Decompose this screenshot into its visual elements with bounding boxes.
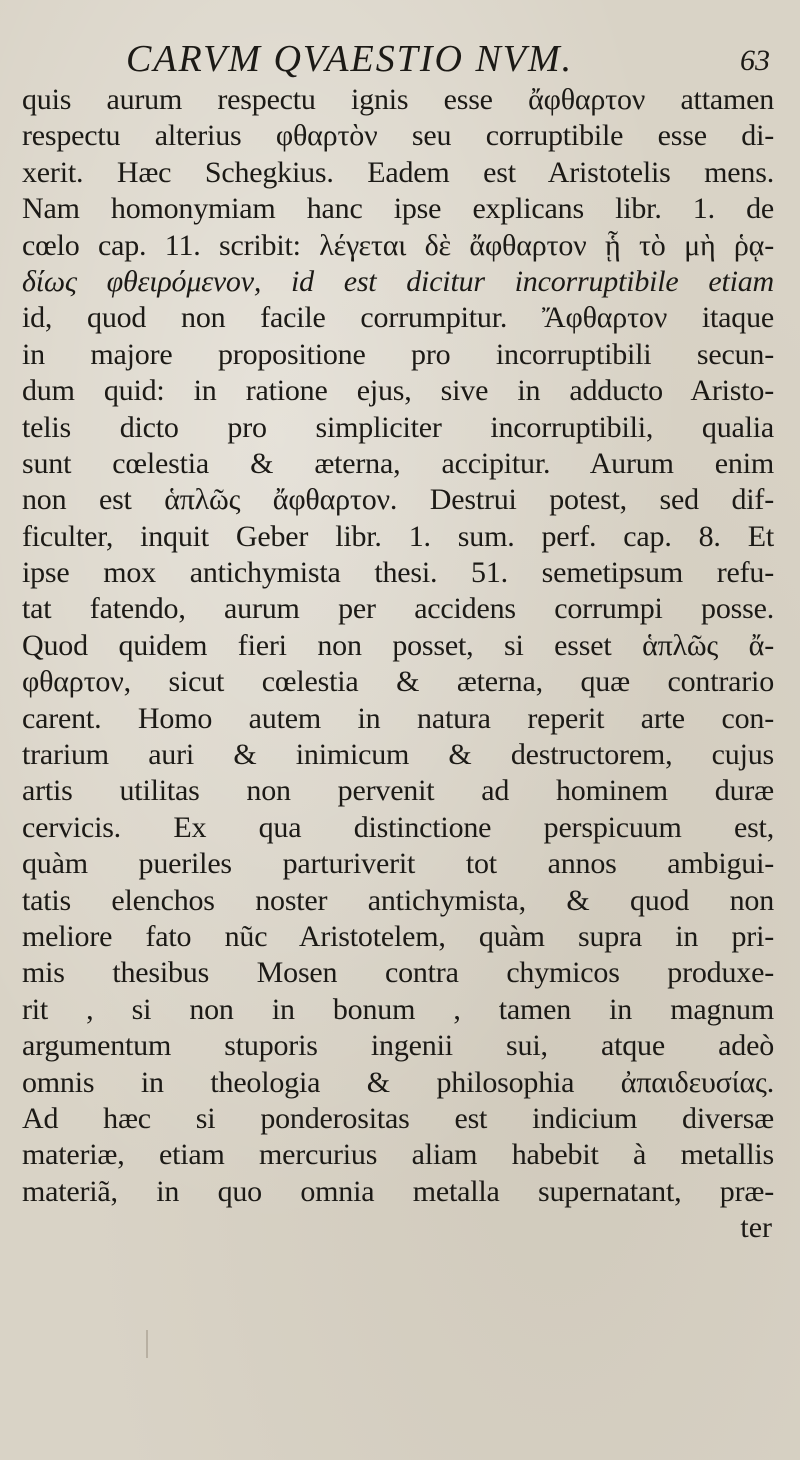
text-line: Nam homonymiam hanc ipse explicans libr. 1. de <box>22 192 774 226</box>
text-line: tat fatendo, aurum per accidens corrumpi posse. <box>22 592 774 626</box>
text-line: mis thesibus Mosen contra chymicos produxe- <box>22 956 774 990</box>
text-line: xerit. Hæc Schegkius. Eadem est Aristotelis mens. <box>22 155 774 189</box>
page-number: 63 <box>740 44 770 77</box>
text-line: argumentum stuporis ingenii sui, atque adeò <box>22 1029 774 1063</box>
text-line: in majore propositione pro incorruptibili secun- <box>22 337 774 371</box>
body-text <box>22 82 774 1246</box>
text-line: δίως φθειρόμενον, id est dicitur incorruptibile etiam <box>22 264 774 298</box>
text-line: respectu alterius φθαρτὸν seu corruptibile esse di- <box>22 119 774 153</box>
text-line: quis aurum respectu ignis esse ἄφθαρτον attamen <box>22 83 774 116</box>
text-line: materiæ, etiam mercurius aliam habebit à metallis <box>22 1138 774 1172</box>
text-line: quàm pueriles parturiverit tot annos ambigui- <box>22 847 774 881</box>
text-line: omnis in theologia & philosophia ἀπαιδευσίας. <box>22 1065 774 1099</box>
catchword: ter <box>740 1211 772 1245</box>
running-title: CARVM QVAESTIO NVM. <box>126 38 574 80</box>
text-line: cœlo cap. 11. scribit: λέγεται δὲ ἄφθαρτον ᾗ τὸ μὴ ῥᾳ- <box>22 228 774 262</box>
running-head <box>90 36 778 82</box>
text-line: sunt cœlestia & æterna, accipitur. Aurum enim <box>22 446 774 480</box>
text-line: tatis elenchos noster antichymista, & quod non <box>22 883 774 917</box>
text-line: materiã, in quo omnia metalla supernatant, præ- <box>22 1174 774 1208</box>
text-line: artis utilitas non pervenit ad hominem duræ <box>22 774 774 808</box>
text-line: dum quid: in ratione ejus, sive in adducto Aristo- <box>22 374 774 408</box>
text-line: φθαρτον, sicut cœlestia & æterna, quæ contrario <box>22 665 774 699</box>
text-line: carent. Homo autem in natura reperit arte con- <box>22 701 774 735</box>
text-line: id, quod non facile corrumpitur. Ἄφθαρτον itaque <box>22 301 774 335</box>
text-line: ficulter, inquit Geber libr. 1. sum. perf. cap. 8. Et <box>22 519 774 553</box>
text-line: cervicis. Ex qua distinctione perspicuum est, <box>22 810 774 844</box>
text-line: non est ἁπλῶς ἄφθαρτον. Destrui potest, sed dif- <box>22 483 774 517</box>
text-line: ipse mox antichymista thesi. 51. semetipsum refu- <box>22 556 774 590</box>
text-line: trarium auri & inimicum & destructorem, cujus <box>22 738 774 772</box>
text-line: rit , si non in bonum , tamen in magnum <box>22 992 774 1026</box>
text-line: telis dicto pro simpliciter incorruptibili, qualia <box>22 410 774 444</box>
text-line: Ad hæc si ponderositas est indicium diversæ <box>22 1101 774 1135</box>
text-line: Quod quidem fieri non posset, si esset ἁπλῶς ἄ- <box>22 628 774 662</box>
margin-mark <box>146 1330 148 1358</box>
text-line: meliore fato nũc Aristotelem, quàm supra in pri- <box>22 919 774 953</box>
